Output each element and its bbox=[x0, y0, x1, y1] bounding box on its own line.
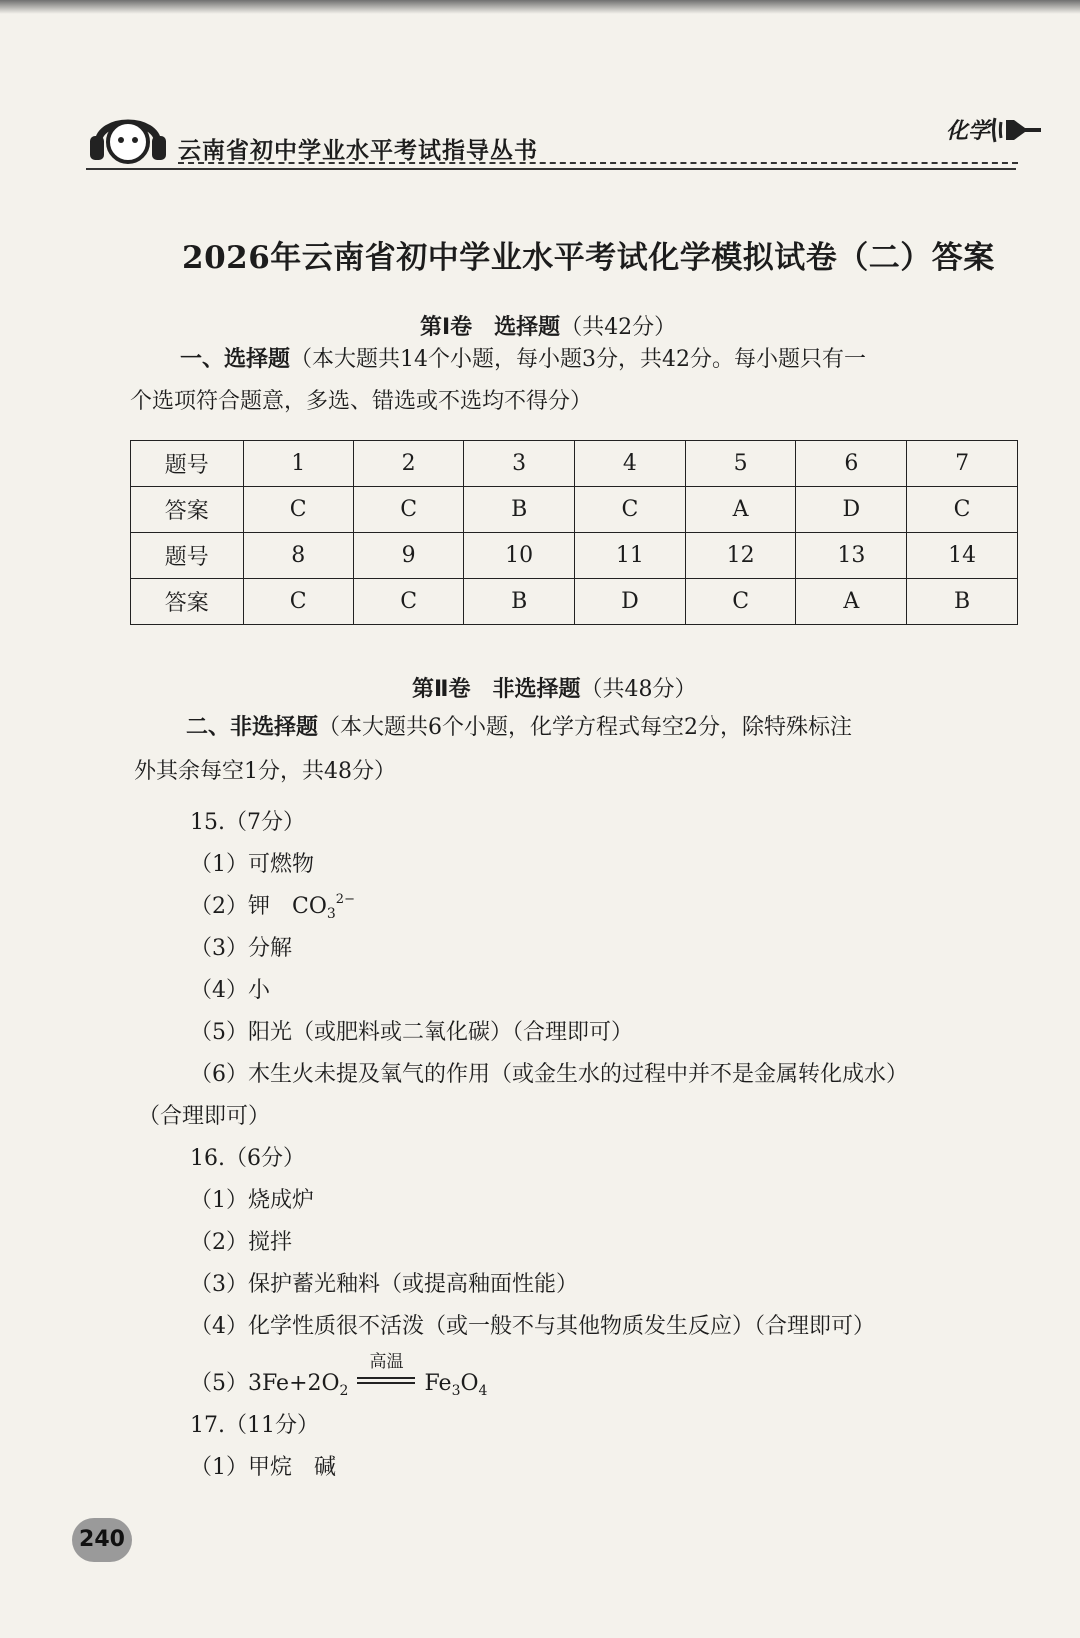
header-dashed-rule bbox=[178, 162, 1018, 164]
question-number: 10 bbox=[464, 533, 575, 579]
question-label: 题号 bbox=[131, 441, 244, 487]
answer-cell: C bbox=[353, 487, 463, 533]
answer-cell: A bbox=[685, 487, 796, 533]
q15-answer-5: （5）阳光（或肥料或二氧化碳）（合理即可） bbox=[190, 1020, 633, 1045]
answer-cell: A bbox=[796, 579, 907, 625]
q16-answer-1: （1）烧成炉 bbox=[190, 1188, 314, 1213]
headphone-logo-icon bbox=[86, 104, 170, 168]
answer-cell: C bbox=[685, 579, 796, 625]
table-row bbox=[131, 579, 1018, 625]
answer-cell: C bbox=[243, 487, 353, 533]
question-number: 14 bbox=[907, 533, 1018, 579]
question-number: 11 bbox=[575, 533, 686, 579]
reaction-condition: 高温 bbox=[357, 1371, 415, 1396]
question-number: 3 bbox=[464, 441, 575, 487]
question-number: 13 bbox=[796, 533, 907, 579]
section1-line1: 一、选择题（本大题共14个小题，每小题3分，共42分。每小题只有一 bbox=[180, 347, 867, 372]
table-row bbox=[131, 533, 1018, 579]
table-row bbox=[131, 441, 1018, 487]
question-label: 题号 bbox=[131, 533, 244, 579]
q16-answer-2: （2）搅拌 bbox=[190, 1230, 292, 1255]
answer-cell: B bbox=[464, 487, 575, 533]
q15-answer-1: （1）可燃物 bbox=[190, 852, 314, 877]
answer-cell: D bbox=[575, 579, 686, 625]
answer-cell: C bbox=[575, 487, 686, 533]
q15-answer-6-cont: （合理即可） bbox=[138, 1104, 271, 1129]
q16-answer-4: （4）化学性质很不活泼（或一般不与其他物质发生反应）（合理即可） bbox=[190, 1314, 875, 1339]
section2-line1: 二、非选择题（本大题共6个小题，化学方程式每空2分，除特殊标注 bbox=[186, 715, 853, 740]
part1-heading: 第Ⅰ卷 选择题（共42分） bbox=[420, 315, 677, 340]
q16-answer-5-equation: $(5)3Fe+2O_2$ 高温 $Fe_3O_4$ bbox=[190, 1352, 488, 1399]
q17-answer-1: （1）甲烷 碱 bbox=[190, 1455, 336, 1480]
question-number: 5 bbox=[685, 441, 796, 487]
section1-line2: 个选项符合题意，多选、错选或不选均不得分） bbox=[130, 389, 593, 414]
q15-answer-3: （3）分解 bbox=[190, 936, 292, 961]
question-number: 1 bbox=[243, 441, 353, 487]
q15-heading: 15.（7分） bbox=[190, 810, 305, 835]
q15-answer-4: （4）小 bbox=[190, 978, 270, 1003]
answer-table bbox=[130, 440, 1018, 625]
answer-cell: B bbox=[907, 579, 1018, 625]
answer-cell: D bbox=[796, 487, 907, 533]
answer-label: 答案 bbox=[131, 487, 244, 533]
question-number: 8 bbox=[243, 533, 353, 579]
section2-line2: 外其余每空1分，共48分） bbox=[134, 759, 396, 784]
answer-cell: B bbox=[464, 579, 575, 625]
question-number: 2 bbox=[353, 441, 463, 487]
page-header bbox=[86, 104, 1046, 174]
q15-answer-6: （6）木生火未提及氧气的作用（或金生水的过程中并不是金属转化成水） bbox=[190, 1062, 908, 1087]
answer-cell: C bbox=[907, 487, 1018, 533]
page-number: 240 bbox=[72, 1518, 132, 1562]
q16-answer-3: （3）保护蓄光釉料（或提高釉面性能） bbox=[190, 1272, 578, 1297]
subject-label: 化学 bbox=[946, 119, 991, 144]
q17-heading: 17.（11分） bbox=[190, 1413, 319, 1438]
speaker-icon bbox=[991, 110, 1045, 150]
page-title: 2026年云南省初中学业水平考试化学模拟试卷（二）答案 bbox=[182, 240, 995, 276]
question-number: 6 bbox=[796, 441, 907, 487]
answer-cell: C bbox=[353, 579, 463, 625]
q15-answer-2: （2）钾 $CO_3^{2-}$ bbox=[190, 892, 355, 922]
question-number: 7 bbox=[907, 441, 1018, 487]
question-number: 9 bbox=[353, 533, 463, 579]
series-title: 云南省初中学业水平考试指导丛书 bbox=[178, 138, 538, 164]
answer-cell: C bbox=[243, 579, 353, 625]
page-edge-shadow bbox=[0, 0, 1080, 14]
header-solid-rule bbox=[86, 168, 1016, 170]
q16-heading: 16.（6分） bbox=[190, 1146, 305, 1171]
table-row bbox=[131, 487, 1018, 533]
question-number: 12 bbox=[685, 533, 796, 579]
answer-label: 答案 bbox=[131, 579, 244, 625]
part2-heading: 第Ⅱ卷 非选择题（共48分） bbox=[412, 677, 697, 702]
question-number: 4 bbox=[575, 441, 686, 487]
